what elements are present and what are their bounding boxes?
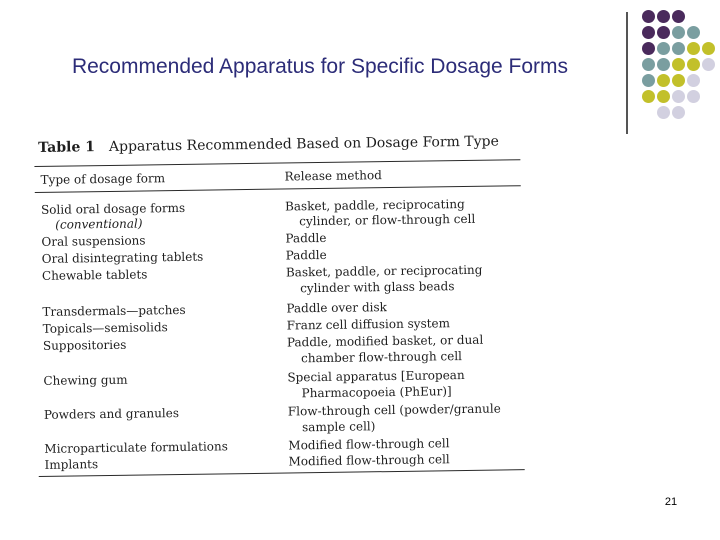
table-cell-form: Topicals—semisolids xyxy=(42,320,168,336)
decor-dot xyxy=(642,58,655,71)
decor-dot xyxy=(672,10,685,23)
table-cell-method: sample cell) xyxy=(301,419,376,435)
decor-dot xyxy=(672,74,685,87)
decor-dot xyxy=(657,74,670,87)
table-cell-method: Basket, paddle, reciprocating xyxy=(284,196,465,214)
table-cell-form: Chewing gum xyxy=(43,372,128,388)
decor-dot xyxy=(687,26,700,39)
decor-dot xyxy=(672,106,685,119)
table-caption-text: Apparatus Recommended Based on Dosage Form Type xyxy=(108,133,499,155)
decor-dot xyxy=(702,42,715,55)
decor-dot xyxy=(657,26,670,39)
table-cell-method: Modified flow-through cell xyxy=(288,452,450,469)
table-rule-bottom xyxy=(39,469,525,477)
decor-dot xyxy=(642,42,655,55)
column-header-dosage-form: Type of dosage form xyxy=(40,171,166,187)
table-caption-number: Table 1 xyxy=(38,139,96,156)
scanned-table xyxy=(34,129,525,476)
table-cell-method: Modified flow-through cell xyxy=(288,436,450,453)
table-cell-method: Special apparatus [European xyxy=(287,368,465,385)
vertical-divider xyxy=(626,12,628,134)
decor-dot xyxy=(672,58,685,71)
decor-dot xyxy=(672,42,685,55)
table-cell-method: Pharmacopoeia (PhEur)] xyxy=(301,384,452,401)
decor-dot xyxy=(657,90,670,103)
table-cell-form: Transdermals—patches xyxy=(42,302,186,319)
decor-dot xyxy=(657,58,670,71)
table-cell-method: cylinder, or flow-through cell xyxy=(299,211,476,229)
table-cell-method: Flow-through cell (powder/granule xyxy=(287,401,501,419)
decor-dot xyxy=(657,42,670,55)
table-cell-form: Solid oral dosage forms xyxy=(40,200,186,217)
table-cell-form: Oral disintegrating tablets xyxy=(41,249,204,266)
table-cell-form: Chewable tablets xyxy=(41,267,148,283)
table-cell-method: Franz cell diffusion system xyxy=(286,316,451,333)
table-cell-form: Microparticulate formulations xyxy=(44,439,228,456)
table-cell-form: Suppositories xyxy=(42,337,127,353)
decor-dot xyxy=(687,58,700,71)
table-cell-form: Powders and granules xyxy=(43,406,180,422)
table-cell-form: (conventional) xyxy=(55,216,143,232)
column-header-release-method: Release method xyxy=(284,168,382,184)
page-number: 21 xyxy=(664,496,678,508)
table-cell-form: Oral suspensions xyxy=(41,233,146,249)
decor-dot xyxy=(672,90,685,103)
slide-title: Recommended Apparatus for Specific Dosage Forms xyxy=(71,55,569,78)
decor-dot xyxy=(642,26,655,39)
table-cell-method: Basket, paddle, or reciprocating xyxy=(285,262,483,280)
table-cell-method: Paddle xyxy=(285,230,327,246)
decorative-dot-grid xyxy=(638,10,718,120)
table-cell-method: cylinder with glass beads xyxy=(300,279,455,296)
decor-dot xyxy=(642,74,655,87)
table-cell-method: Paddle xyxy=(285,247,327,263)
table-caption xyxy=(38,134,499,156)
table-rule-top xyxy=(34,159,520,167)
decor-dot xyxy=(642,10,655,23)
decor-dot xyxy=(642,90,655,103)
decor-dot xyxy=(657,106,670,119)
decor-dot xyxy=(657,10,670,23)
table-cell-method: Paddle, modified basket, or dual xyxy=(286,332,484,350)
table-cell-method: chamber flow-through cell xyxy=(301,349,463,366)
decor-dot xyxy=(702,58,715,71)
table-rule-header xyxy=(35,185,521,193)
table-cell-method: Paddle over disk xyxy=(286,300,387,316)
decor-dot xyxy=(687,90,700,103)
decor-dot xyxy=(672,26,685,39)
decor-dot xyxy=(687,42,700,55)
table-cell-form: Implants xyxy=(44,457,99,472)
decor-dot xyxy=(687,74,700,87)
